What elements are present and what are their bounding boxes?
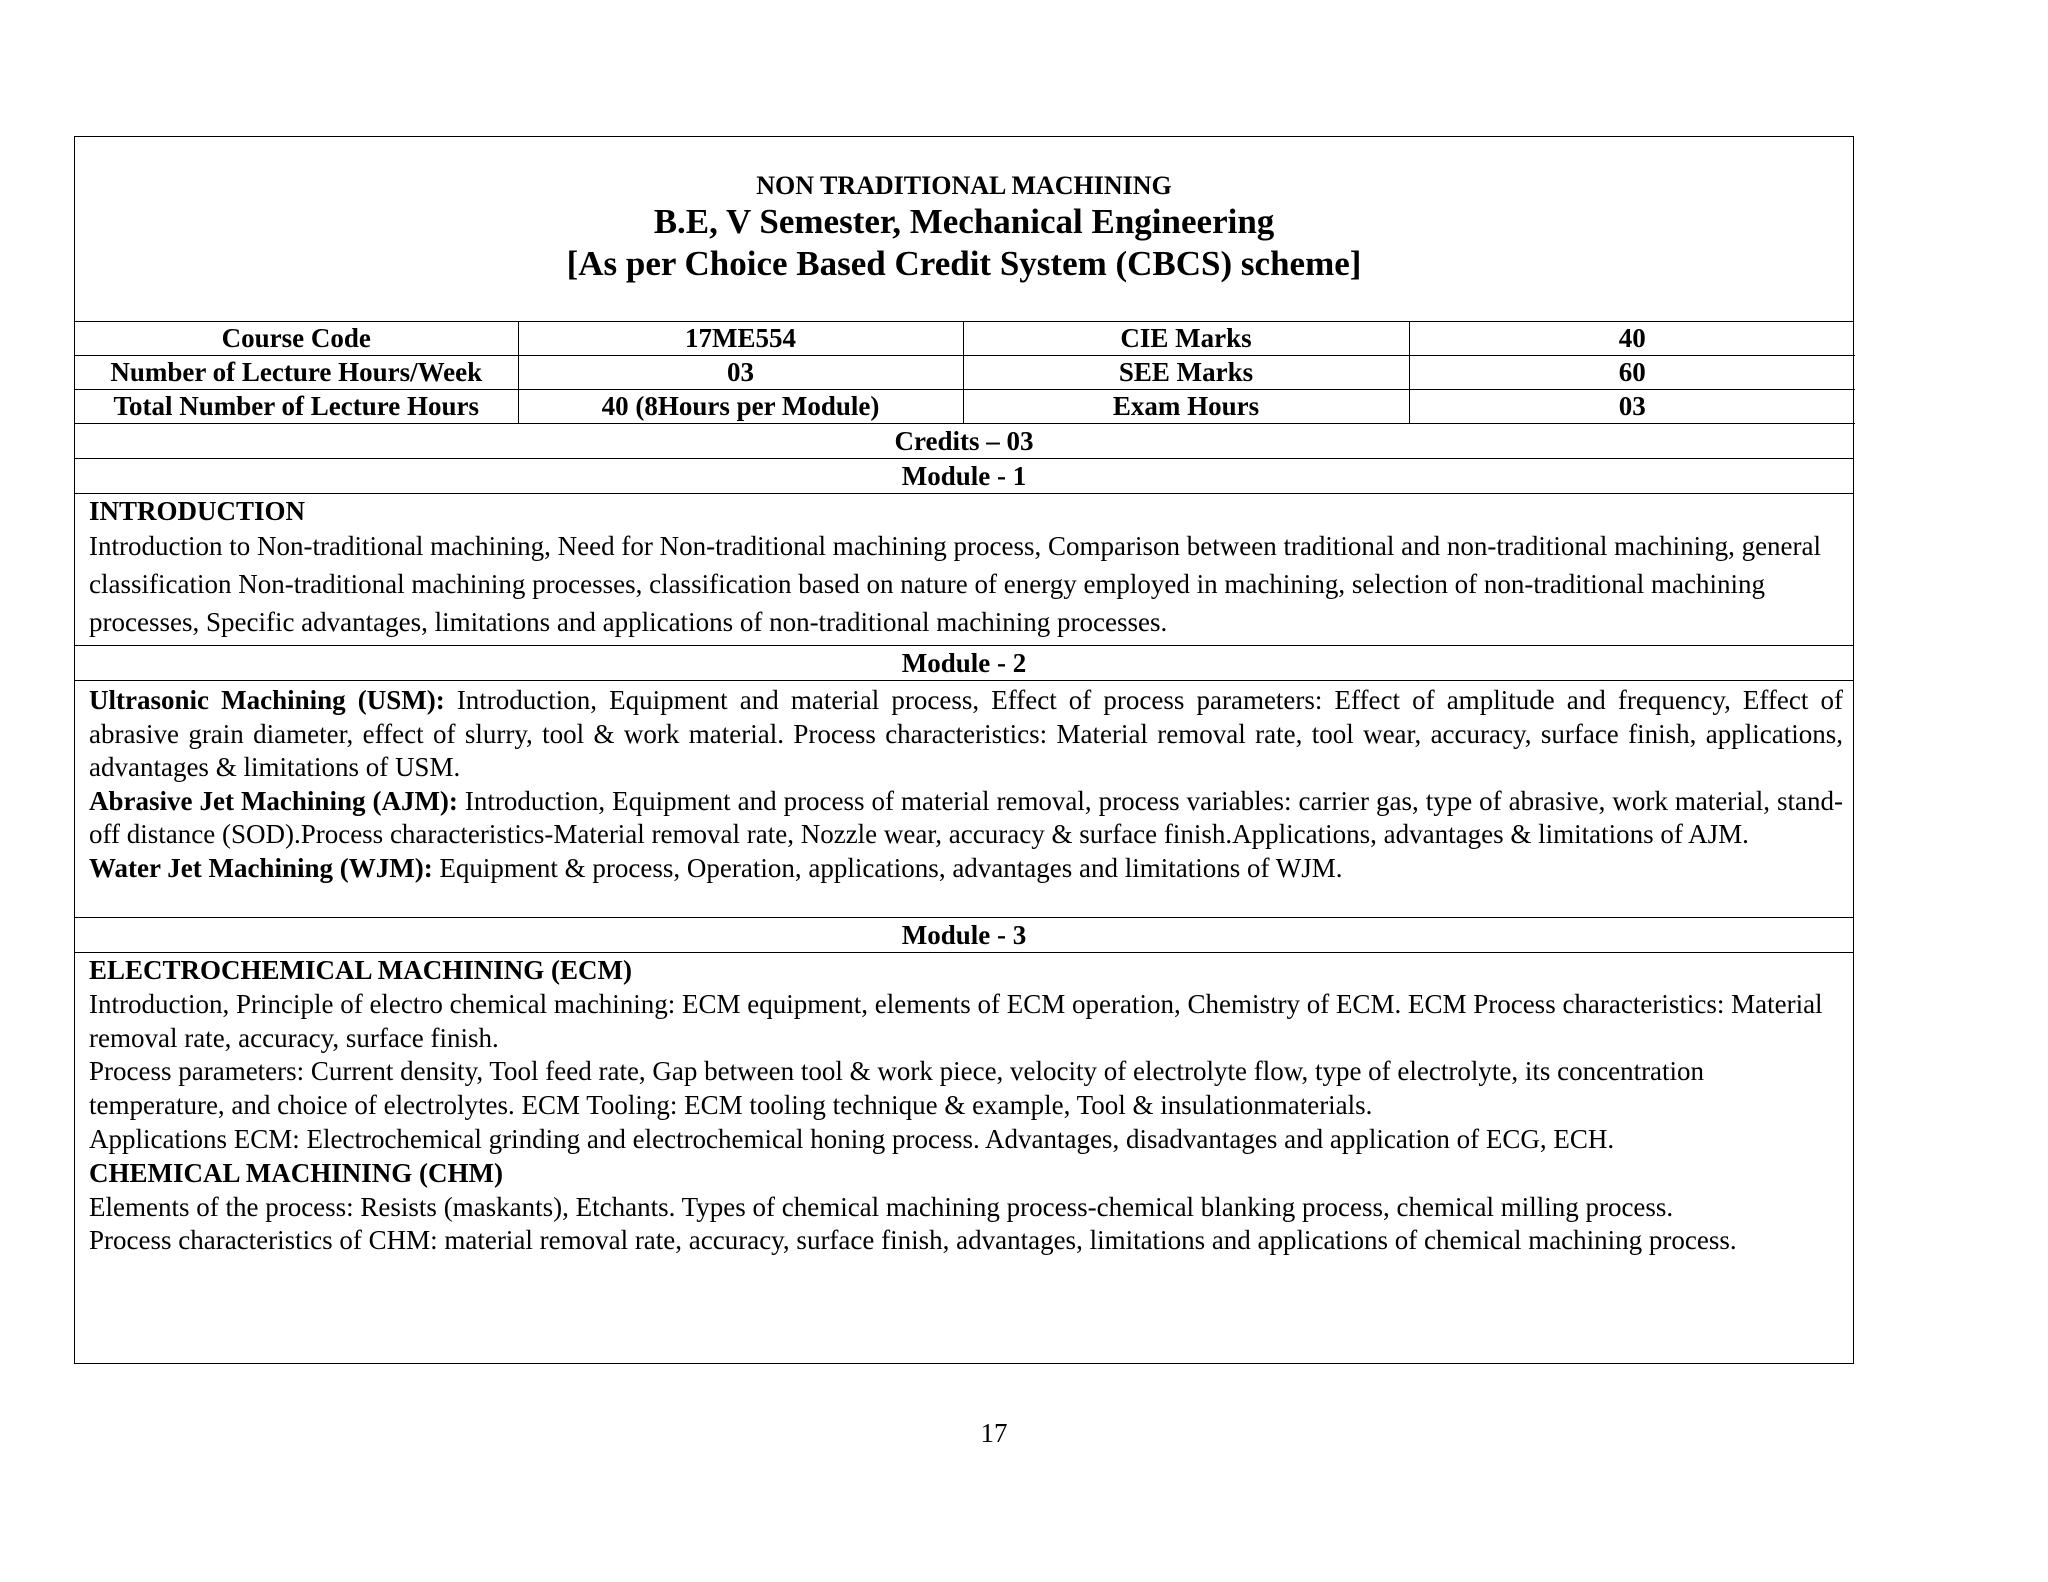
- chm-paragraph-1: Elements of the process: Resists (maskants), Etchants. Types of chemical machining process-chemical blanking process, chemical milling process.: [89, 1191, 1674, 1222]
- course-code-value: 17ME554: [518, 322, 963, 356]
- table-row: [75, 322, 1855, 356]
- module-1-label: Module - 1: [75, 459, 1853, 494]
- ajm-heading: Abrasive Jet Machining (AJM):: [89, 785, 458, 816]
- module-1-body: Introduction to Non-traditional machining, Need for Non-traditional machining process, Comparison between traditional and non-traditional machining, general classification Non-traditional machining processes, classification based on nature of energy employed in machining, selection of non-traditional machining processes, Specific advantages, limitations and applications of non-traditional machining processes.: [89, 531, 1822, 637]
- cie-marks-value: 40: [1409, 322, 1855, 356]
- ecm-paragraph-3: Applications ECM: Electrochemical grinding and electrochemical honing process. Advantages, disadvantages and application of ECG, ECH.: [89, 1123, 1615, 1154]
- ajm-body: Introduction, Equipment and process of material removal, process variables: carrier gas, type of abrasive, work material, stand-off distance (SOD).Process characteristics-Material removal rate, Nozzle wear, accuracy & surface finish.Applications, advantages & limitations of AJM.: [89, 785, 1843, 850]
- syllabus-document: [74, 136, 1854, 1364]
- scheme-title: [As per Choice Based Credit System (CBCS) scheme]: [566, 244, 1362, 283]
- chm-paragraph-2: Process characteristics of CHM: material removal rate, accuracy, surface finish, advantages, limitations and applications of chemical machining process.: [89, 1225, 1737, 1256]
- exam-hours-value: 03: [1409, 390, 1855, 424]
- module-1-content: [75, 494, 1853, 646]
- lecture-hours-week-label: Number of Lecture Hours/Week: [75, 356, 518, 390]
- module-2-label: Module - 2: [75, 646, 1853, 681]
- chm-heading: CHEMICAL MACHINING (CHM): [89, 1157, 503, 1188]
- usm-heading: Ultrasonic Machining (USM):: [89, 685, 445, 715]
- wjm-paragraph: [89, 852, 1843, 886]
- table-row: [75, 356, 1855, 390]
- exam-hours-label: Exam Hours: [963, 390, 1409, 424]
- module-2-content: [75, 681, 1853, 918]
- lecture-hours-week-value: 03: [518, 356, 963, 390]
- see-marks-value: 60: [1409, 356, 1855, 390]
- course-info-table: [75, 322, 1855, 424]
- total-lecture-hours-label: Total Number of Lecture Hours: [75, 390, 518, 424]
- module-1-heading: INTRODUCTION: [89, 496, 306, 526]
- credits-row: Credits – 03: [75, 424, 1853, 459]
- module-3-label: Module - 3: [75, 918, 1853, 953]
- ajm-paragraph: [89, 785, 1843, 852]
- cie-marks-label: CIE Marks: [963, 322, 1409, 356]
- wjm-heading: Water Jet Machining (WJM):: [89, 852, 433, 883]
- course-header: [75, 137, 1853, 322]
- course-code-label: Course Code: [75, 322, 518, 356]
- ecm-paragraph-1: Introduction, Principle of electro chemical machining: ECM equipment, elements of ECM operation, Chemistry of ECM. ECM Process characteristics: Material removal rate, accuracy, surface finish.: [89, 988, 1823, 1053]
- total-lecture-hours-value: 40 (8Hours per Module): [518, 390, 963, 424]
- usm-paragraph: [89, 684, 1843, 785]
- semester-title: B.E, V Semester, Mechanical Engineering: [653, 202, 1275, 241]
- wjm-body: Equipment & process, Operation, applications, advantages and limitations of WJM.: [432, 852, 1343, 883]
- table-row: [75, 390, 1855, 424]
- module-3-content: [75, 953, 1853, 1258]
- course-title: NON TRADITIONAL MACHINING: [756, 171, 1172, 200]
- usm-body: Introduction, Equipment and material process, Effect of process parameters: Effect of amplitude and frequency, Effect of abrasive grain diameter, effect of slurry, tool & work material. Process characteristics: Material removal rate, tool wear, accuracy, surface finish, applications, advantages & limitations of USM.: [89, 685, 1843, 783]
- see-marks-label: SEE Marks: [963, 356, 1409, 390]
- page-number: 17: [980, 1418, 1008, 1448]
- ecm-heading: ELECTROCHEMICAL MACHINING (ECM): [89, 955, 633, 985]
- ecm-paragraph-2: Process parameters: Current density, Tool feed rate, Gap between tool & work piece, velocity of electrolyte flow, type of electrolyte, its concentration temperature, and choice of electrolytes. ECM Tooling: ECM tooling technique & example, Tool & insulationmaterials.: [89, 1056, 1705, 1121]
